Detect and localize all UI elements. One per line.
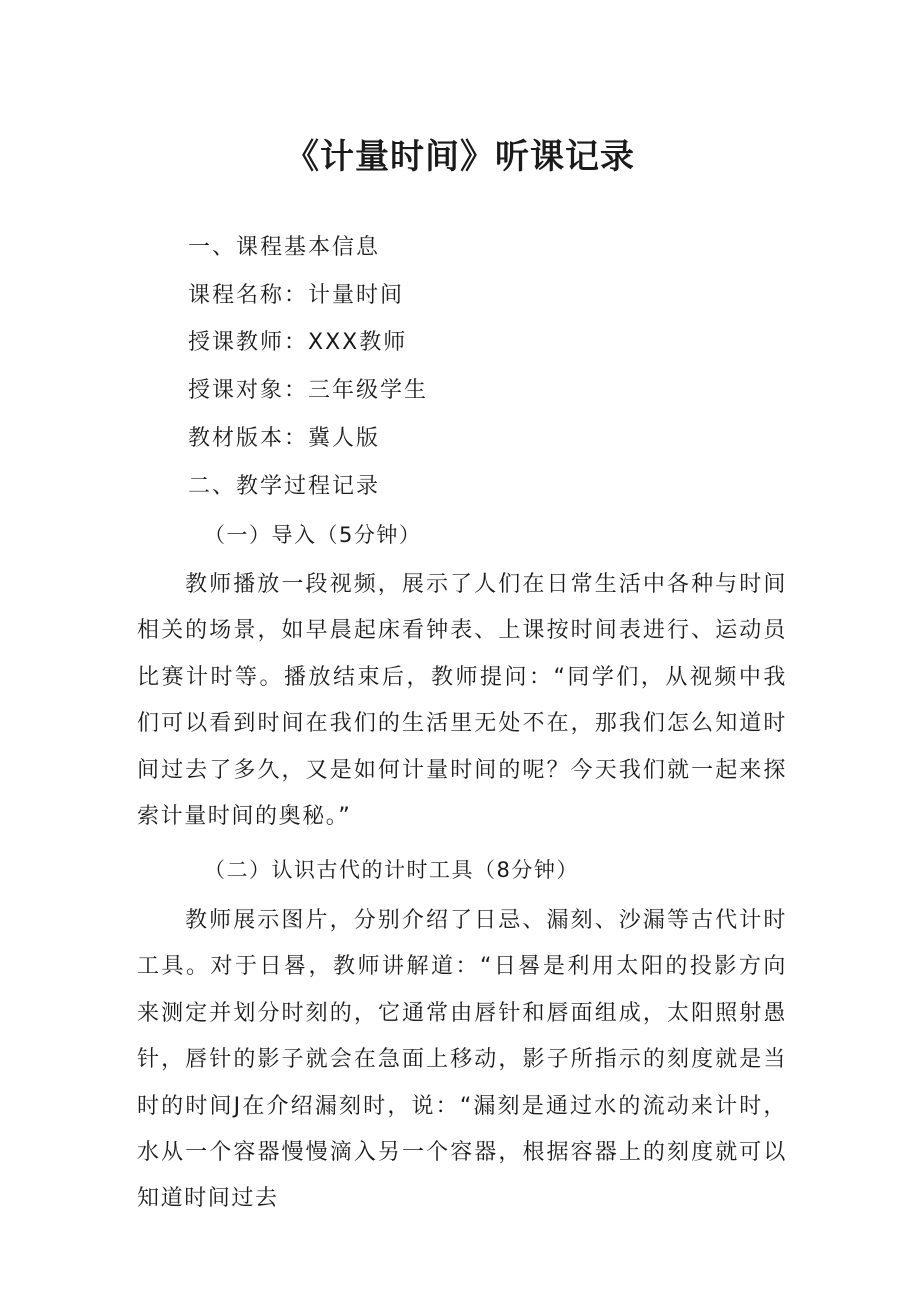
subsection-heading-ancient-tools: （二）认识古代的计时工具（8分钟） (204, 858, 579, 882)
document-title: 《计量时间》听课记录 (285, 137, 635, 177)
section-heading-process: 二、教学过程记录 (188, 474, 381, 499)
teacher-line: 授课教师：XXX教师 (188, 330, 408, 355)
intro-paragraph: 教师播放一段视频，展示了人们在日常生活中各种与时间相关的场景，如早晨起床看钟表、上课按时间表进行、运动员比赛计时等。播放结束后，教师提问：“同学们，从视频中我们可以看到时间在我们的生活里无处不在，那我们怎么知道时间过去了多久，又是如何计量时间的呢？今天我们就一起来探索计量时间的奥秘。” (137, 572, 787, 830)
ancient-tools-paragraph: 教师展示图片，分别介绍了日忌、漏刻、沙漏等古代计时工具。对于日晷，教师讲解道：“日晷是利用太阳的投影方向来测定并划分时刻的，它通常由唇针和唇面组成，太阳照射愚针，唇针的影子就会在急面上移动，影子所指示的刻度就是当时的时间J在介绍漏刻时，说：“漏刻是通过水的流动来计时，水从一个容器慢慢滴入另一个容器，根据容器上的刻度就可以知道时间过去 (137, 908, 787, 1212)
course-name-line: 课程名称：计量时间 (188, 283, 405, 308)
subsection-heading-intro: （一）导入（5分钟） (204, 523, 422, 547)
audience-line: 授课对象：三年级学生 (188, 378, 429, 403)
textbook-line: 教材版本：冀人版 (188, 426, 381, 451)
section-heading-basic-info: 一、课程基本信息 (188, 235, 381, 260)
